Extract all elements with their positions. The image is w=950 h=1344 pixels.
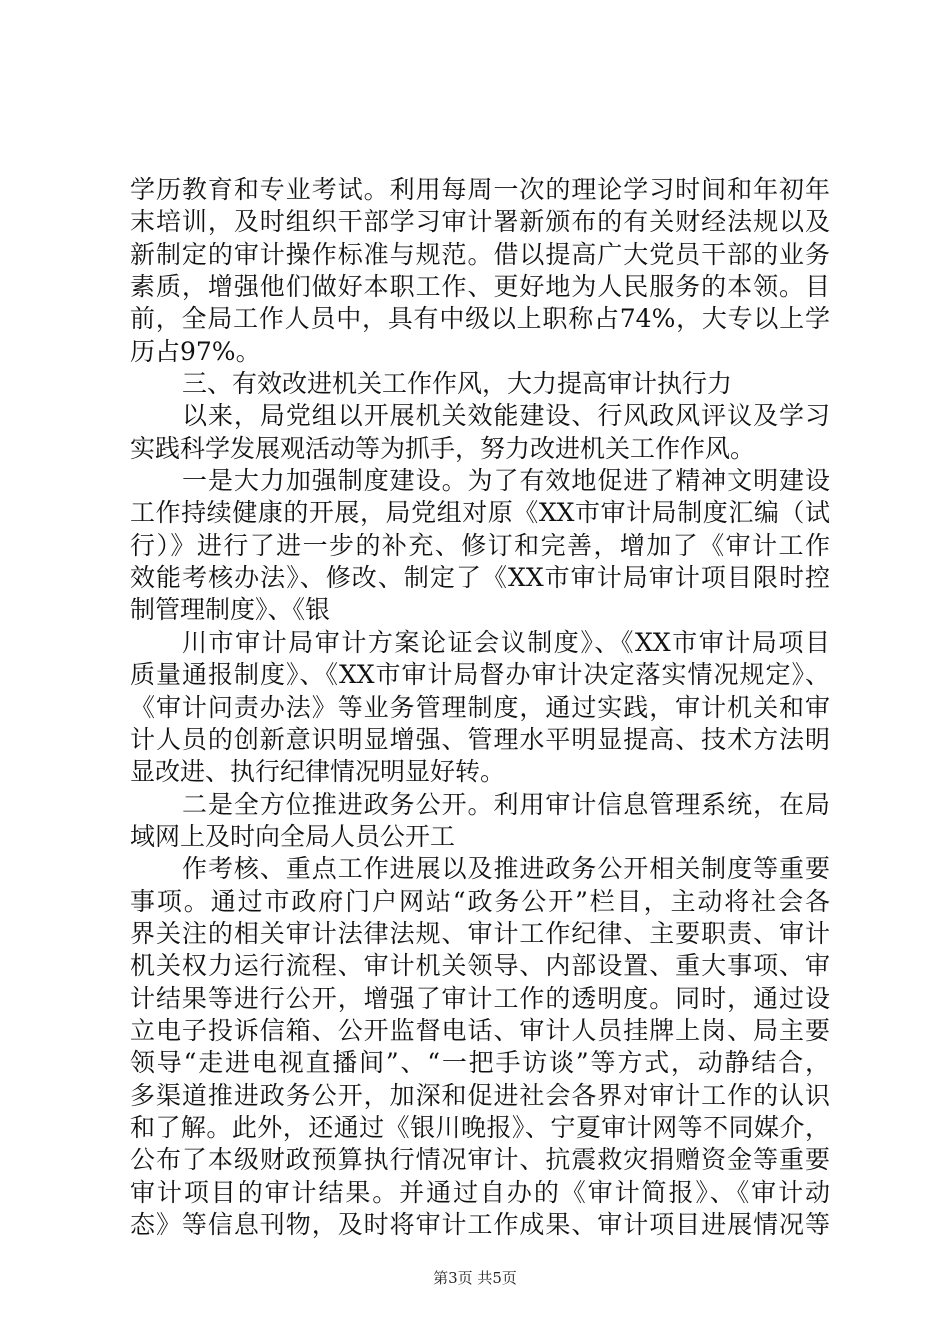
text-line: 质量通报制度》、《XX市审计局督办审计决定落实情况规定》、 (130, 660, 830, 690)
text-line: 新制定的审计操作标准与规范。借以提高广大党员干部的业务 (130, 239, 830, 269)
text-line: 以来，局党组以开展机关效能建设、行风政风评议及学习 (182, 401, 830, 431)
text-line: 《审计问责办法》等业务管理制度，通过实践，审计机关和审 (130, 692, 830, 722)
text-line: 学历教育和专业考试。利用每周一次的理论学习时间和年初年 (130, 175, 830, 204)
text-line: 界关注的相关审计法律法规、审计工作纪律、主要职责、审计 (130, 918, 830, 948)
body-text (130, 174, 830, 1241)
text-line: 三、有效改进机关工作作风，大力提高审计执行力 (182, 369, 733, 399)
text-line: 审计项目的审计结果。并通过自办的《审计简报》、《审计动 (130, 1177, 830, 1207)
text-line: 制管理制度》、《银 (130, 595, 331, 625)
text-line: 行）》进行了进一步的补充、修订和完善，增加了《审计工作 (130, 530, 830, 560)
text-line: 域网上及时向全局人员公开工 (130, 821, 456, 851)
text-line: 和了解。此外，还通过《银川晚报》、宁夏审计网等不同媒介， (130, 1112, 830, 1142)
text-line: 效能考核办法》、修改、制定了《XX市审计局审计项目限时控 (130, 563, 830, 593)
text-line: 二是全方位推进政务公开。利用审计信息管理系统，在局 (182, 789, 830, 819)
text-line: 一是大力加强制度建设。为了有效地促进了精神文明建设 (182, 466, 830, 496)
text-line: 机关权力运行流程、审计机关领导、内部设置、重大事项、审 (130, 951, 830, 981)
text-line: 计人员的创新意识明显增强、管理水平明显提高、技术方法明 (130, 724, 830, 754)
text-line: 前，全局工作人员中，具有中级以上职称占74%，大专以上学 (130, 304, 830, 334)
text-line: 立电子投诉信箱、公开监督电话、审计人员挂牌上岗、局主要 (130, 1015, 830, 1045)
text-line: 公布了本级财政预算执行情况审计、抗震救灾捐赠资金等重要 (130, 1145, 830, 1175)
text-line: 领导“走进电视直播间”、“一把手访谈”等方式，动静结合， (130, 1048, 830, 1078)
page-footer: 第3页 共5页 (433, 1269, 517, 1287)
text-line: 末培训，及时组织干部学习审计署新颁布的有关财经法规以及 (130, 207, 830, 237)
text-line: 历占97%。 (130, 336, 261, 366)
text-line: 工作持续健康的开展，局党组对原《XX市审计局制度汇编（试 (130, 498, 830, 528)
text-line: 计结果等进行公开，增强了审计工作的透明度。同时，通过设 (130, 983, 830, 1013)
text-line: 素质，增强他们做好本职工作、更好地为人民服务的本领。目 (130, 272, 830, 302)
text-line: 川市审计局审计方案论证会议制度》、《XX市审计局项目 (182, 627, 830, 657)
text-line: 多渠道推进政务公开，加深和促进社会各界对审计工作的认识 (130, 1080, 830, 1110)
text-line: 事项。通过市政府门户网站“政务公开”栏目，主动将社会各 (130, 886, 830, 916)
text-line: 态》等信息刊物，及时将审计工作成果、审计项目进展情况等 (130, 1210, 830, 1239)
text-line: 作考核、重点工作进展以及推进政务公开相关制度等重要 (182, 854, 830, 884)
text-line: 实践科学发展观活动等为抓手，努力改进机关工作作风。 (130, 433, 756, 463)
text-line: 显改进、执行纪律情况明显好转。 (130, 757, 506, 787)
